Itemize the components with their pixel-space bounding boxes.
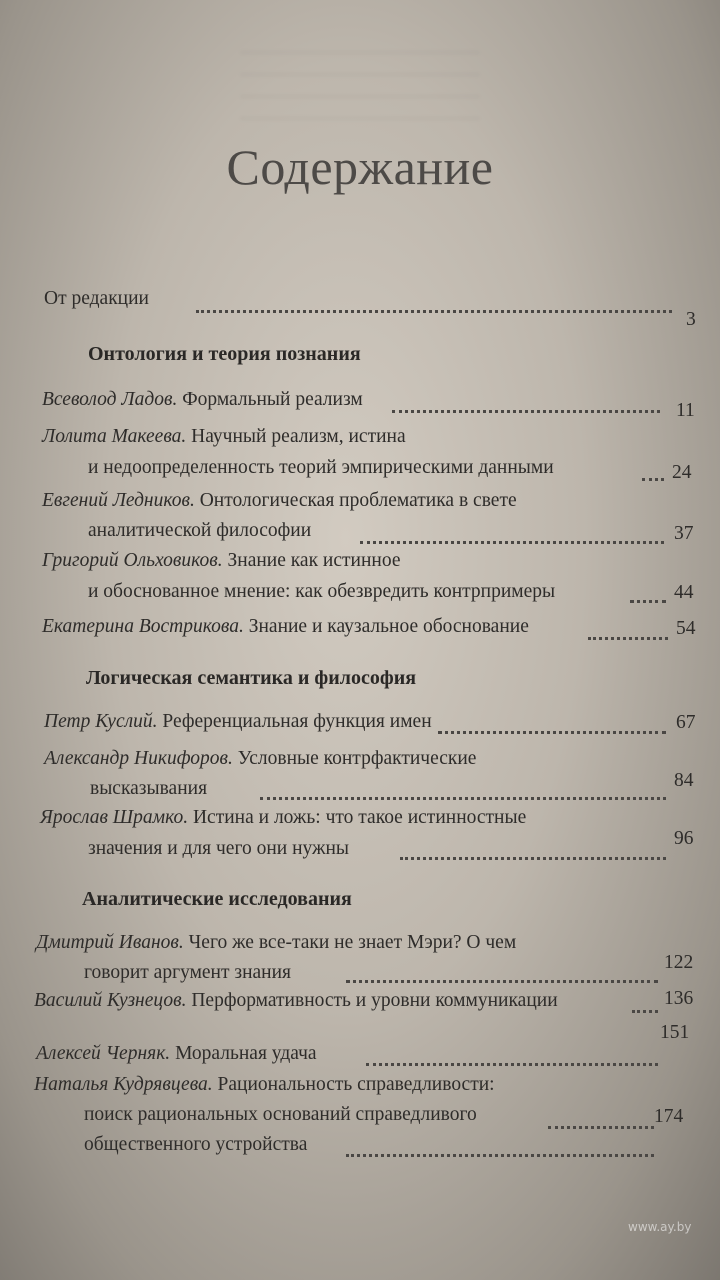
leader-dots — [360, 541, 664, 544]
page-number: 37 — [674, 523, 694, 544]
leader-dots — [588, 637, 668, 640]
toc-entry — [42, 389, 363, 411]
entry-title: Чего же все-таки не знает Мэри? О чем — [183, 932, 517, 953]
page-number: 67 — [676, 712, 696, 733]
leader-dots — [346, 980, 658, 983]
leader-dots — [548, 1126, 654, 1129]
leader-dots — [196, 310, 672, 313]
toc-entry-cont: и недоопределенность теорий эмпирическими данными — [88, 457, 554, 478]
toc-entry-cont: говорит аргумент знания — [84, 962, 292, 983]
toc-entry-cont: поиск рациональных оснований справедливого — [84, 1104, 477, 1125]
page-number: 3 — [686, 309, 696, 330]
entry-title: Перформативность и уровни коммуникации — [186, 990, 558, 1011]
entry-author: Лолита Макеева. — [42, 426, 187, 447]
page-number: 11 — [676, 400, 695, 421]
page-number: 96 — [674, 828, 694, 849]
toc-entry — [42, 616, 529, 638]
toc-entry-cont: аналитической философии — [88, 520, 312, 541]
toc-entry — [40, 807, 526, 829]
entry-author: Екатерина Вострикова. — [42, 616, 244, 637]
watermark: www.ay.by — [628, 1220, 692, 1234]
section-heading: Логическая семантика и философия — [86, 667, 417, 689]
entry-title: Условные контрфактические — [232, 748, 477, 769]
entry-title: Знание и каузальное обоснование — [243, 616, 529, 637]
leader-dots — [630, 600, 666, 603]
page-number: 44 — [674, 582, 694, 603]
leader-dots — [438, 731, 666, 734]
toc-entry — [42, 426, 406, 448]
page-number: 84 — [674, 770, 694, 791]
entry-author: Алексей Черняк. — [36, 1043, 171, 1064]
entry-author: Наталья Кудрявцева. — [34, 1074, 213, 1095]
bleed-through-text — [240, 40, 480, 120]
toc-entry — [36, 932, 516, 954]
toc-entry — [44, 748, 476, 770]
page-number: 151 — [660, 1022, 690, 1043]
entry-author: Ярослав Шрамко. — [40, 807, 189, 828]
entry-author: Петр Куслий. — [44, 711, 158, 732]
page-number: 136 — [664, 988, 694, 1009]
entry-title: Онтологическая проблематика в свете — [194, 490, 517, 511]
entry-title: Формальный реализм — [177, 389, 363, 410]
page-number: 174 — [654, 1106, 684, 1127]
toc-entry-cont: общественного устройства — [84, 1134, 308, 1155]
entry-title: Моральная удача — [170, 1043, 317, 1064]
section-heading: Онтология и теория познания — [88, 343, 361, 365]
toc-entry-cont: и обоснованное мнение: как обезвредить контрпримеры — [88, 581, 556, 602]
leader-dots — [392, 410, 660, 413]
page-title: Содержание — [226, 139, 494, 195]
toc-entry-cont: значения и для чего они нужны — [88, 838, 350, 859]
toc-entry — [44, 711, 432, 733]
entry-title: Знание как истинное — [222, 550, 401, 571]
entry-author: Дмитрий Иванов. — [36, 932, 184, 953]
section-heading: Аналитические исследования — [82, 888, 352, 910]
entry-title: Рациональность справедливости: — [212, 1074, 495, 1095]
leader-dots — [642, 478, 664, 481]
page-number: 54 — [676, 618, 696, 639]
leader-dots — [632, 1010, 658, 1013]
entry-author: Василий Кузнецов. — [34, 990, 187, 1011]
toc-entry — [34, 990, 558, 1012]
leader-dots — [346, 1154, 654, 1157]
toc-entry — [42, 550, 401, 572]
toc-entry — [42, 490, 517, 512]
toc-entry — [36, 1043, 317, 1065]
entry-title: Научный реализм, истина — [186, 426, 406, 447]
leader-dots — [260, 797, 666, 800]
entry-author: Григорий Ольховиков. — [42, 550, 223, 571]
entry-title: Референциальная функция имен — [157, 711, 432, 732]
toc-intro: От редакции — [44, 288, 149, 309]
page-number: 24 — [672, 462, 692, 483]
toc-entry — [34, 1074, 495, 1096]
toc-entry-cont: высказывания — [90, 778, 208, 799]
leader-dots — [400, 857, 666, 860]
entry-author: Евгений Ледников. — [42, 490, 195, 511]
entry-author: Александр Никифоров. — [44, 748, 233, 769]
entry-title: Истина и ложь: что такое истинностные — [188, 807, 527, 828]
entry-author: Всеволод Ладов. — [42, 389, 178, 410]
leader-dots — [366, 1063, 658, 1066]
page-number: 122 — [664, 952, 694, 973]
